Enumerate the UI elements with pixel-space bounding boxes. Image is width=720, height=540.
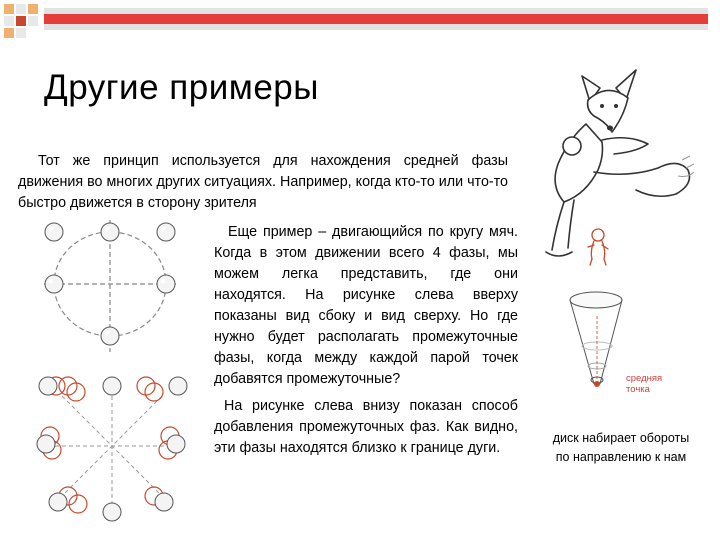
intermediate-phases-diagram [28,364,194,532]
fox-disc-caption: диск набирает обороты по направлению к нам [552,431,690,464]
corner-decoration [0,0,50,40]
paragraph-bottom-method: На рисунке слева внизу показан способ добавления промежуточных фаз. Как видно, эти фазы находятся близко к границе дуги. [214,398,518,456]
page-title: Другие примеры [44,68,319,107]
fox-running-illustration [528,60,716,272]
distant-figure-illustration [580,225,616,269]
circle-phases-diagram [30,212,192,362]
top-bar [44,8,708,30]
cone-diagram [562,286,632,400]
cone-annotation: средняя точка [626,373,663,395]
paragraph-ball-example: Еще пример – двигающийся по кругу мяч. Когда в этом движении всего 4 фазы, мы можем легка представить, где они находятся. На рисунке слева вверху показаны вид сбоку и вид сверху. Но где нужно будет располагать промежуточные фазы, когда между каждой парой точек добавятся промежуточные? [214,224,518,387]
paragraph-intro: Тот же принцип используется для нахождения средней фазы движения во многих других ситуациях. Например, когда кто-то или что-то быстро движется в сторону зрителя [18,153,508,211]
